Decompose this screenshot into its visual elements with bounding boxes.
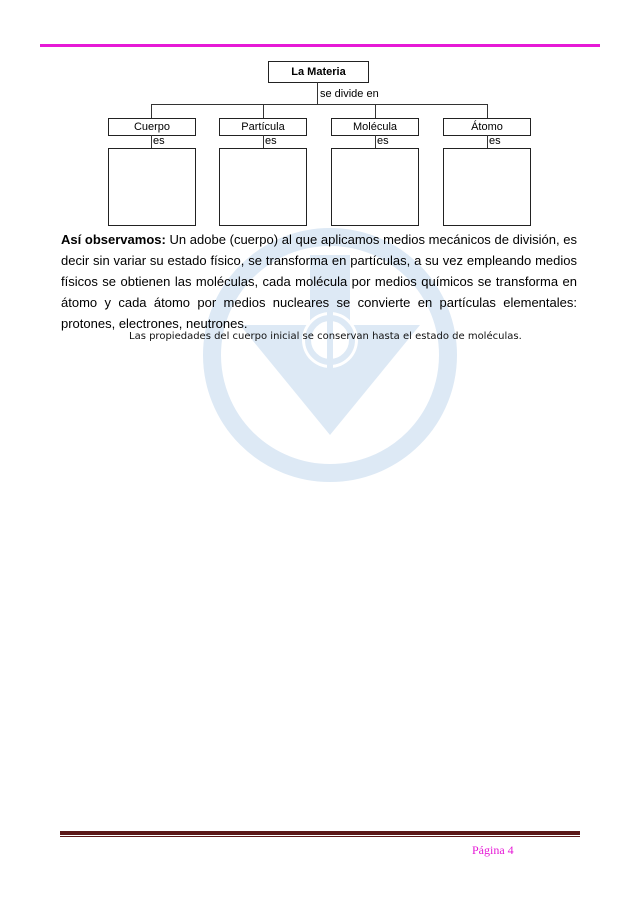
category-box-cuerpo bbox=[108, 118, 196, 136]
category-label: Átomo bbox=[471, 121, 503, 133]
answer-box-molecula bbox=[331, 148, 419, 226]
branch-drop-molecula bbox=[375, 104, 376, 118]
category-box-particula bbox=[219, 118, 307, 136]
connector-label: se divide en bbox=[320, 88, 379, 100]
connector-line bbox=[317, 82, 318, 104]
note-text: Las propiedades del cuerpo inicial se conservan hasta el estado de moléculas. bbox=[129, 331, 522, 342]
diagram-root-box bbox=[268, 61, 369, 83]
page-number: Página 4 bbox=[472, 843, 514, 857]
diagram-root-label: La Materia bbox=[291, 65, 346, 78]
category-box-molecula bbox=[331, 118, 419, 136]
paragraph-body: Un adobe (cuerpo) al que aplicamos medios mecánicos de división, es decir sin variar su estado físico, se transforma en partículas, a su vez empleando medios físicos se obtienen las moléculas, cada molécula por medios químicos se transforma en átomo y cada átomo por medios nucleares se convierte en partículas elementales: protones, electrones, neutrones. bbox=[61, 232, 577, 331]
es-connector bbox=[487, 135, 488, 148]
es-connector bbox=[151, 135, 152, 148]
footer-bar-thin bbox=[60, 836, 580, 837]
answer-box-atomo bbox=[443, 148, 531, 226]
es-connector bbox=[263, 135, 264, 148]
es-connector bbox=[375, 135, 376, 148]
es-label: es bbox=[489, 135, 501, 147]
top-rule bbox=[40, 44, 600, 47]
paragraph-lead: Así observamos: bbox=[61, 232, 166, 247]
footer-bar bbox=[60, 831, 580, 835]
es-label: es bbox=[377, 135, 389, 147]
body-paragraph bbox=[61, 229, 577, 334]
answer-box-particula bbox=[219, 148, 307, 226]
category-label: Molécula bbox=[352, 121, 398, 133]
branch-drop-particula bbox=[263, 104, 264, 118]
branch-line bbox=[151, 104, 487, 105]
category-box-atomo bbox=[443, 118, 531, 136]
branch-drop-cuerpo bbox=[151, 104, 152, 118]
es-label: es bbox=[265, 135, 277, 147]
category-label: Partícula bbox=[241, 121, 285, 133]
answer-box-cuerpo bbox=[108, 148, 196, 226]
branch-drop-atomo bbox=[487, 104, 488, 118]
category-label: Cuerpo bbox=[133, 121, 171, 133]
es-label: es bbox=[153, 135, 165, 147]
